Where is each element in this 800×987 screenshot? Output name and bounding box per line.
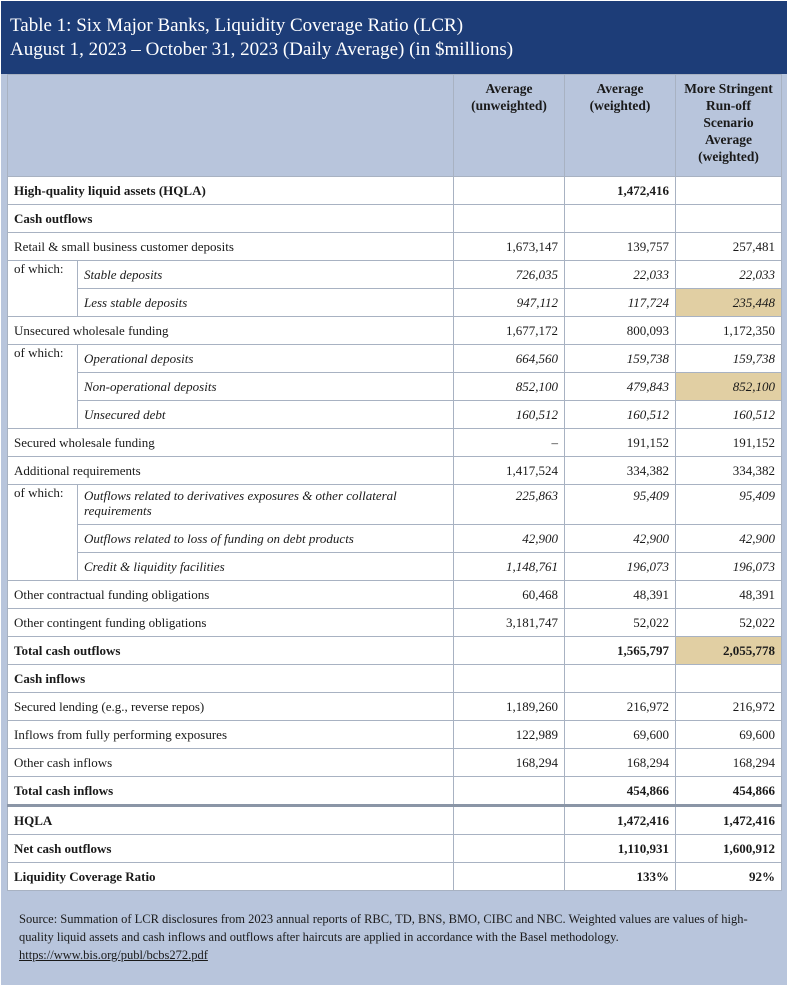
cell-weighted: 1,472,416 bbox=[565, 806, 676, 835]
title-bar bbox=[1, 1, 787, 74]
cell-stringent-highlighted: 235,448 bbox=[676, 289, 782, 317]
cell-stringent: 95,409 bbox=[676, 485, 782, 525]
cell-stringent-highlighted: 852,100 bbox=[676, 373, 782, 401]
table-row bbox=[8, 401, 782, 429]
cell-stringent: 42,900 bbox=[676, 525, 782, 553]
table-row bbox=[8, 525, 782, 553]
table-row bbox=[8, 609, 782, 637]
cell-stringent: 168,294 bbox=[676, 749, 782, 777]
cell-stringent: 1,600,912 bbox=[676, 835, 782, 863]
cell-empty bbox=[565, 205, 676, 233]
cell-stringent: 160,512 bbox=[676, 401, 782, 429]
cell-empty bbox=[676, 665, 782, 693]
table-row bbox=[8, 345, 782, 373]
cell-unweighted bbox=[454, 863, 565, 891]
row-label: Stable deposits bbox=[78, 261, 454, 289]
table-row bbox=[8, 233, 782, 261]
cell-stringent: 216,972 bbox=[676, 693, 782, 721]
cell-weighted: 191,152 bbox=[565, 429, 676, 457]
cell-stringent: 196,073 bbox=[676, 553, 782, 581]
table-row bbox=[8, 429, 782, 457]
cell-unweighted: 60,468 bbox=[454, 581, 565, 609]
section-row-cash-inflows bbox=[8, 665, 782, 693]
row-label: Secured wholesale funding bbox=[8, 429, 454, 457]
cell-stringent: 257,481 bbox=[676, 233, 782, 261]
cell-empty bbox=[454, 665, 565, 693]
cell-weighted: 95,409 bbox=[565, 485, 676, 525]
cell-weighted: 42,900 bbox=[565, 525, 676, 553]
section-label: Cash inflows bbox=[8, 665, 454, 693]
table-subtitle: August 1, 2023 – October 31, 2023 (Daily Average) (in $millions) bbox=[10, 39, 514, 60]
row-label: Other contractual funding obligations bbox=[8, 581, 454, 609]
cell-weighted: 1,565,797 bbox=[565, 637, 676, 665]
cell-weighted: 133% bbox=[565, 863, 676, 891]
cell-weighted: 454,866 bbox=[565, 777, 676, 806]
row-label: Total cash inflows bbox=[8, 777, 454, 806]
table-row bbox=[8, 721, 782, 749]
table-row bbox=[8, 485, 782, 525]
row-label: Unsecured debt bbox=[78, 401, 454, 429]
cell-unweighted bbox=[454, 637, 565, 665]
row-label: Outflows related to loss of funding on debt products bbox=[78, 525, 454, 553]
source-text: Source: Summation of LCR disclosures from 2023 annual reports of RBC, TD, BNS, BMO, CIBC and NBC. Weighted values are values of high-quality liquid assets and cash inflows and outflows after haircuts are applied in accordance with the Basel methodology. bbox=[19, 912, 748, 944]
row-label: Operational deposits bbox=[78, 345, 454, 373]
cell-stringent: 1,472,416 bbox=[676, 806, 782, 835]
cell-unweighted: 947,112 bbox=[454, 289, 565, 317]
table-row bbox=[8, 581, 782, 609]
cell-unweighted: 42,900 bbox=[454, 525, 565, 553]
cell-unweighted: 1,189,260 bbox=[454, 693, 565, 721]
section-row-cash-outflows bbox=[8, 205, 782, 233]
cell-unweighted bbox=[454, 835, 565, 863]
row-label: Other contingent funding obligations bbox=[8, 609, 454, 637]
cell-stringent: 159,738 bbox=[676, 345, 782, 373]
cell-weighted: 52,022 bbox=[565, 609, 676, 637]
cell-unweighted: 160,512 bbox=[454, 401, 565, 429]
table-row bbox=[8, 261, 782, 289]
cell-weighted: 69,600 bbox=[565, 721, 676, 749]
row-label: Unsecured wholesale funding bbox=[8, 317, 454, 345]
cell-unweighted: 852,100 bbox=[454, 373, 565, 401]
cell-stringent: 22,033 bbox=[676, 261, 782, 289]
cell-stringent: 1,172,350 bbox=[676, 317, 782, 345]
row-label: Liquidity Coverage Ratio bbox=[8, 863, 454, 891]
total-row bbox=[8, 637, 782, 665]
table-frame bbox=[1, 1, 787, 985]
summary-row bbox=[8, 863, 782, 891]
cell-weighted: 334,382 bbox=[565, 457, 676, 485]
cell-unweighted: 664,560 bbox=[454, 345, 565, 373]
col-header-weighted: Average (weighted) bbox=[565, 75, 676, 177]
cell-stringent-highlighted: 2,055,778 bbox=[676, 637, 782, 665]
cell-unweighted bbox=[454, 806, 565, 835]
cell-weighted: 139,757 bbox=[565, 233, 676, 261]
cell-weighted: 1,472,416 bbox=[565, 177, 676, 205]
row-label: High-quality liquid assets (HQLA) bbox=[8, 177, 454, 205]
of-which-label: of which: bbox=[8, 345, 78, 429]
cell-unweighted: – bbox=[454, 429, 565, 457]
cell-unweighted bbox=[454, 777, 565, 806]
cell-weighted: 800,093 bbox=[565, 317, 676, 345]
header-blank bbox=[8, 75, 454, 177]
cell-unweighted: 168,294 bbox=[454, 749, 565, 777]
cell-weighted: 168,294 bbox=[565, 749, 676, 777]
cell-stringent: 454,866 bbox=[676, 777, 782, 806]
cell-empty bbox=[676, 205, 782, 233]
cell-stringent: 48,391 bbox=[676, 581, 782, 609]
cell-weighted: 48,391 bbox=[565, 581, 676, 609]
cell-unweighted: 1,673,147 bbox=[454, 233, 565, 261]
row-label: Retail & small business customer deposits bbox=[8, 233, 454, 261]
cell-unweighted: 122,989 bbox=[454, 721, 565, 749]
cell-stringent: 334,382 bbox=[676, 457, 782, 485]
lcr-table bbox=[7, 74, 782, 891]
row-label: Additional requirements bbox=[8, 457, 454, 485]
cell-unweighted: 1,677,172 bbox=[454, 317, 565, 345]
cell-unweighted bbox=[454, 177, 565, 205]
row-label: HQLA bbox=[8, 806, 454, 835]
summary-row bbox=[8, 806, 782, 835]
total-row bbox=[8, 777, 782, 806]
cell-unweighted: 1,148,761 bbox=[454, 553, 565, 581]
table-title: Table 1: Six Major Banks, Liquidity Coverage Ratio (LCR) bbox=[10, 15, 464, 36]
col-header-stringent: More Stringent Run-off Scenario Average (weighted) bbox=[676, 75, 782, 177]
row-label: Secured lending (e.g., reverse repos) bbox=[8, 693, 454, 721]
cell-empty bbox=[565, 665, 676, 693]
of-which-label: of which: bbox=[8, 485, 78, 581]
table-row bbox=[8, 373, 782, 401]
table-row bbox=[8, 289, 782, 317]
section-label: Cash outflows bbox=[8, 205, 454, 233]
cell-unweighted: 1,417,524 bbox=[454, 457, 565, 485]
table-row bbox=[8, 749, 782, 777]
row-label: Less stable deposits bbox=[78, 289, 454, 317]
cell-stringent: 191,152 bbox=[676, 429, 782, 457]
cell-weighted: 196,073 bbox=[565, 553, 676, 581]
table-row bbox=[8, 553, 782, 581]
cell-stringent bbox=[676, 177, 782, 205]
cell-weighted: 1,110,931 bbox=[565, 835, 676, 863]
cell-weighted: 159,738 bbox=[565, 345, 676, 373]
cell-unweighted: 225,863 bbox=[454, 485, 565, 525]
row-label: Inflows from fully performing exposures bbox=[8, 721, 454, 749]
row-label: Other cash inflows bbox=[8, 749, 454, 777]
cell-weighted: 22,033 bbox=[565, 261, 676, 289]
row-label: Non-operational deposits bbox=[78, 373, 454, 401]
cell-unweighted: 3,181,747 bbox=[454, 609, 565, 637]
row-label: Net cash outflows bbox=[8, 835, 454, 863]
table-row bbox=[8, 177, 782, 205]
table-row bbox=[8, 693, 782, 721]
cell-stringent: 92% bbox=[676, 863, 782, 891]
cell-stringent: 52,022 bbox=[676, 609, 782, 637]
table-row bbox=[8, 457, 782, 485]
row-label: Outflows related to derivatives exposures & other collateral requirements bbox=[78, 485, 454, 525]
row-label: Credit & liquidity facilities bbox=[78, 553, 454, 581]
of-which-label: of which: bbox=[8, 261, 78, 317]
cell-weighted: 160,512 bbox=[565, 401, 676, 429]
table-row bbox=[8, 317, 782, 345]
header-row bbox=[8, 75, 782, 177]
cell-stringent: 69,600 bbox=[676, 721, 782, 749]
cell-weighted: 117,724 bbox=[565, 289, 676, 317]
summary-row bbox=[8, 835, 782, 863]
cell-unweighted: 726,035 bbox=[454, 261, 565, 289]
source-note bbox=[19, 910, 777, 964]
cell-weighted: 216,972 bbox=[565, 693, 676, 721]
source-link[interactable]: https://www.bis.org/publ/bcbs272.pdf bbox=[19, 948, 208, 962]
row-label: Total cash outflows bbox=[8, 637, 454, 665]
cell-weighted: 479,843 bbox=[565, 373, 676, 401]
col-header-unweighted: Average (unweighted) bbox=[454, 75, 565, 177]
cell-empty bbox=[454, 205, 565, 233]
